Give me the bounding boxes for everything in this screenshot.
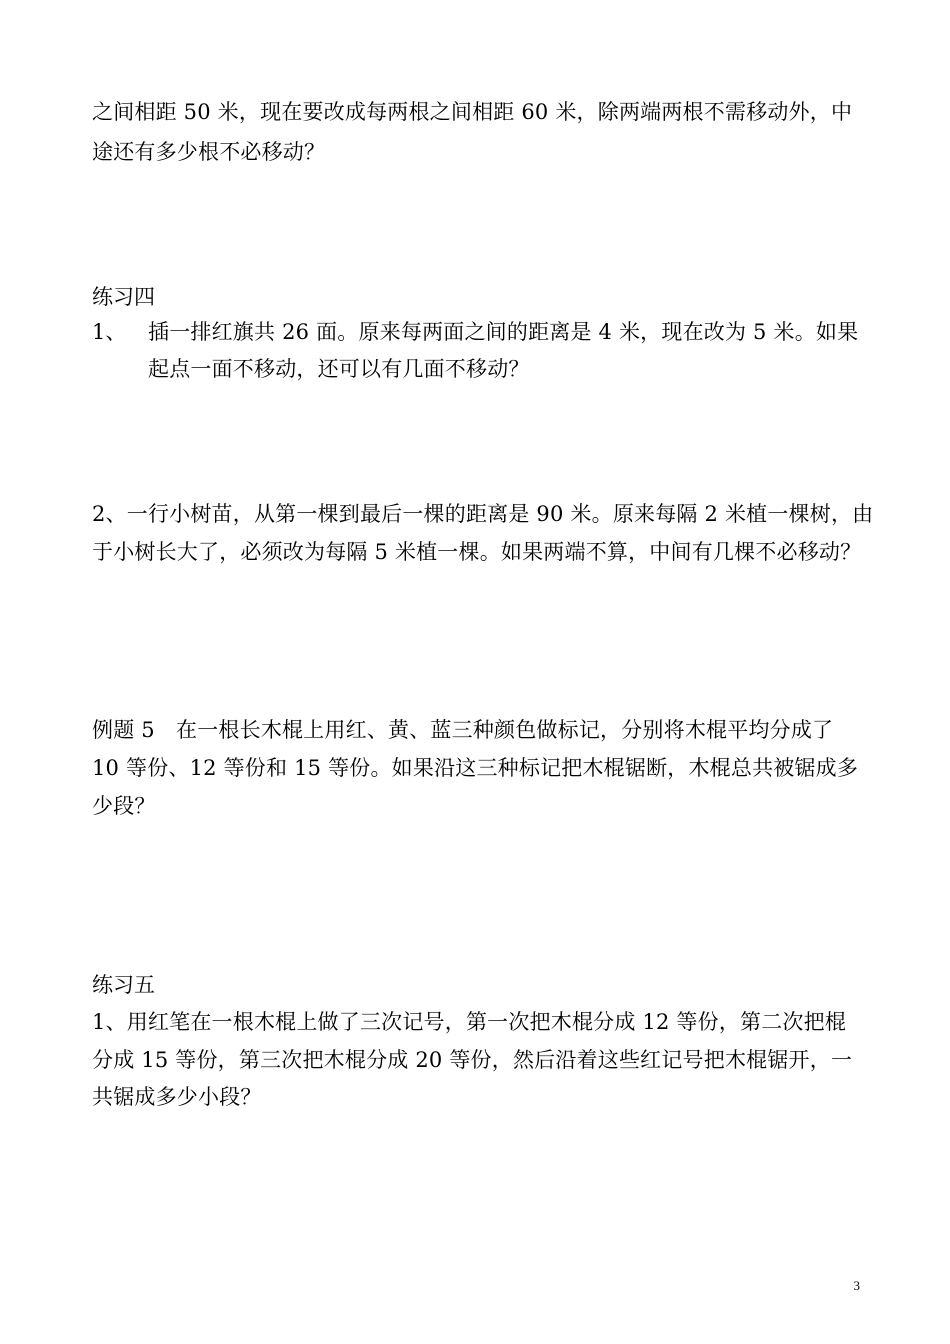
practice4-q2-line-2: 于小树长大了，必须改为每隔 5 米植一棵。如果两端不算，中间有几棵不必移动？ <box>92 540 862 564</box>
practice4-title: 练习四 <box>92 285 155 309</box>
practice5-q1-line-3: 共锯成多少小段？ <box>92 1085 262 1109</box>
example5-line-3: 少段？ <box>92 794 156 818</box>
carryover-line-2: 途还有多少根不必移动？ <box>92 140 326 164</box>
example5-line-2: 10 等份、12 等份和 15 等份。如果沿这三种标记把木棍锯断，木棍总共被锯成多 <box>92 756 859 780</box>
practice4-q1-number: 1、 <box>92 320 127 344</box>
practice4-q1-line-2: 起点一面不移动，还可以有几面不移动？ <box>148 357 530 381</box>
carryover-line-1: 之间相距 50 米，现在要改成每两根之间相距 60 米，除两端两根不需移动外，中 <box>92 100 853 124</box>
practice5-title: 练习五 <box>92 973 155 997</box>
practice5-q1-line-1: 1、用红笔在一根木棍上做了三次记号，第一次把木棍分成 12 等份，第二次把棍 <box>92 1010 847 1034</box>
page-number: 3 <box>853 1278 860 1293</box>
practice4-q1-line-1: 插一排红旗共 26 面。原来每两面之间的距离是 4 米，现在改为 5 米。如果 <box>148 320 859 344</box>
practice4-q2-line-1: 2、一行小树苗，从第一棵到最后一棵的距离是 90 米。原来每隔 2 米植一棵树，由 <box>92 502 874 526</box>
example5-line-1: 例题 5 在一根长木棍上用红、黄、蓝三种颜色做标记，分别将木棍平均分成了 <box>92 718 834 742</box>
practice5-q1-line-2: 分成 15 等份，第三次把木棍分成 20 等份，然后沿着这些红记号把木棍锯开，一 <box>92 1048 853 1072</box>
